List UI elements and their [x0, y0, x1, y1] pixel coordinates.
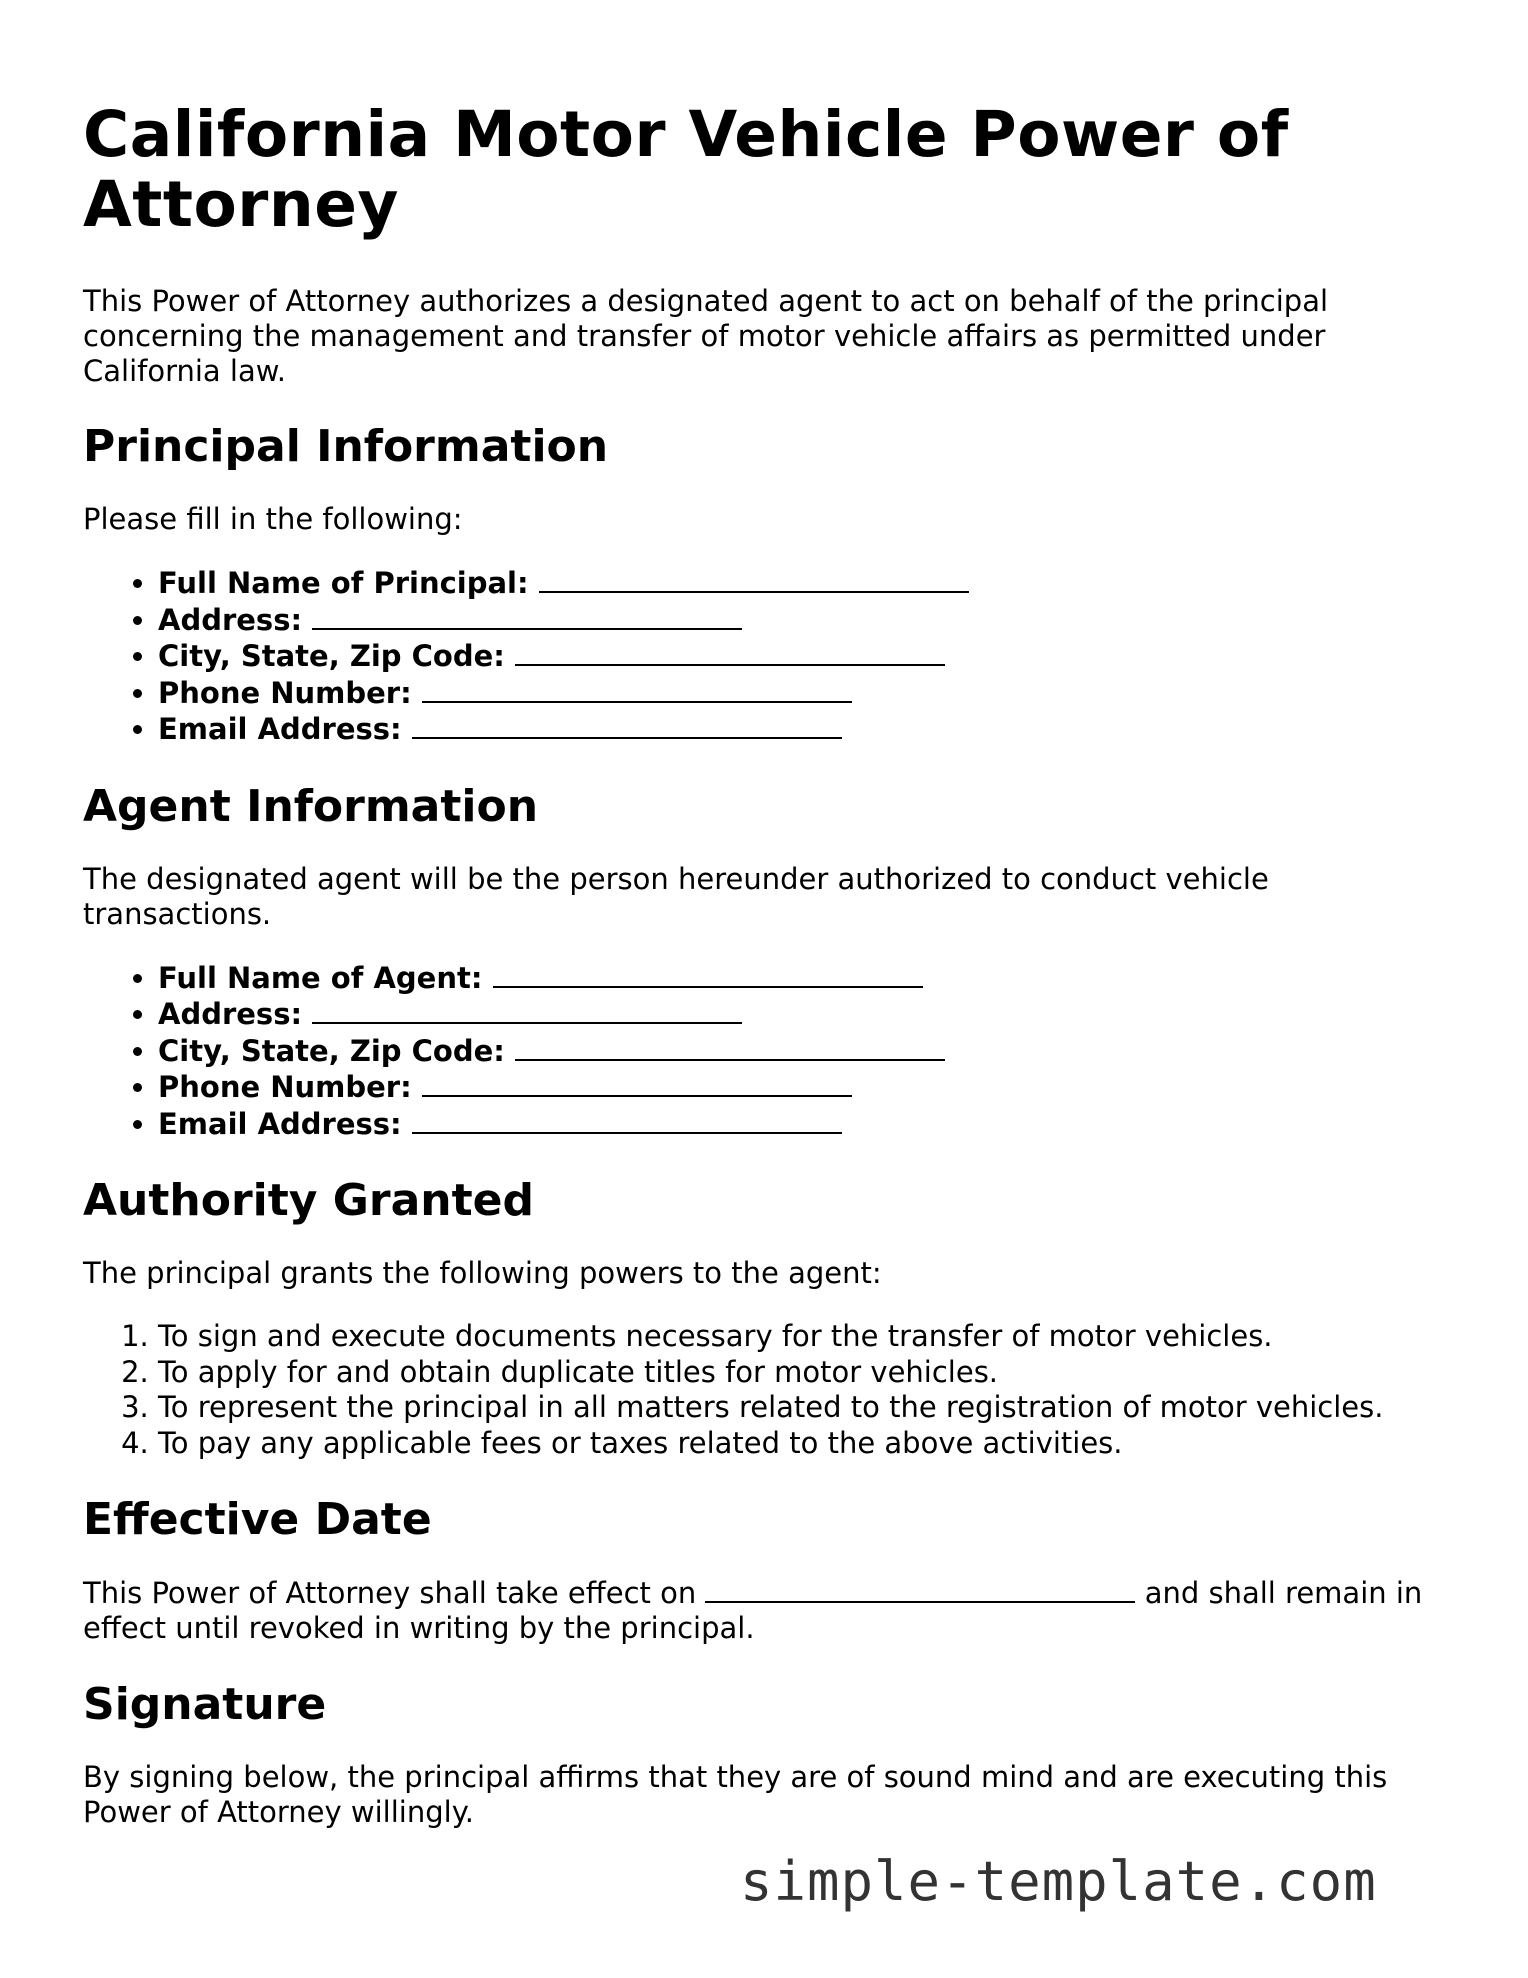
field-label: Phone Number:: [158, 1070, 412, 1104]
principal-field-name: [158, 565, 1443, 602]
blank-line[interactable]: [412, 1106, 842, 1134]
watermark: simple-template.com: [740, 1850, 1377, 1913]
document-title: California Motor Vehicle Power of Attorney: [83, 98, 1289, 241]
field-label: Phone Number:: [158, 675, 412, 710]
effective-date-blank[interactable]: [705, 1575, 1135, 1603]
agent-field-city: [158, 1033, 1443, 1070]
authority-power-list: [83, 1319, 1443, 1461]
effective-paragraph: [83, 1575, 1443, 1646]
blank-line[interactable]: [312, 996, 742, 1024]
field-label: Email Address:: [158, 1106, 402, 1141]
intro-paragraph: This Power of Attorney authorizes a designated agent to act on behalf of the principal concerning the management and transfer of motor vehicle affairs as permitted under California law.: [83, 284, 1329, 388]
authority-heading: Authority Granted: [83, 1175, 534, 1226]
agent-field-name: [158, 960, 1443, 997]
blank-line[interactable]: [412, 711, 842, 739]
effective-text-after: and shall remain in effect until revoked in writing by the principal.: [83, 1576, 1423, 1645]
blank-line[interactable]: [422, 1069, 852, 1097]
effective-heading: Effective Date: [83, 1494, 432, 1545]
power-item: 1. To sign and execute documents necessary for the transfer of motor vehicles.: [158, 1319, 1443, 1355]
field-label: City, State, Zip Code:: [158, 639, 505, 673]
blank-line[interactable]: [422, 675, 852, 703]
field-label: Full Name of Principal:: [158, 566, 529, 600]
document-page: [83, 100, 1443, 1830]
principal-prompt: Please fill in the following:: [83, 502, 463, 536]
agent-heading: Agent Information: [83, 780, 539, 832]
agent-field-phone: [158, 1069, 1443, 1106]
agent-field-address: [158, 996, 1443, 1033]
authority-prompt: The principal grants the following powers to the agent:: [83, 1256, 882, 1290]
field-label: Full Name of Agent:: [158, 960, 483, 995]
field-label: Address:: [158, 997, 303, 1031]
power-item: 2. To apply for and obtain duplicate titles for motor vehicles.: [158, 1355, 1443, 1391]
power-item: 3. To represent the principal in all matters related to the registration of motor vehicles.: [158, 1390, 1443, 1426]
blank-line[interactable]: [312, 602, 742, 630]
blank-line[interactable]: [515, 638, 945, 666]
blank-line[interactable]: [493, 960, 923, 988]
field-label: Email Address:: [158, 712, 402, 746]
principal-field-email: [158, 711, 1443, 748]
signature-paragraph: By signing below, the principal affirms that they are of sound mind and are executing this Power of Attorney willingly.: [83, 1760, 1388, 1829]
principal-heading: Principal Information: [83, 421, 609, 472]
blank-line[interactable]: [539, 565, 969, 593]
field-label: Address:: [158, 602, 303, 637]
field-label: City, State, Zip Code:: [158, 1033, 505, 1068]
agent-prompt: The designated agent will be the person hereunder authorized to conduct vehicle transactions.: [83, 861, 1269, 931]
power-item: 4. To pay any applicable fees or taxes related to the above activities.: [158, 1426, 1443, 1462]
principal-field-city: [158, 638, 1443, 675]
principal-field-phone: [158, 675, 1443, 712]
principal-field-address: [158, 602, 1443, 639]
principal-field-list: [83, 565, 1443, 748]
effective-text-before: This Power of Attorney shall take effect on: [83, 1576, 697, 1610]
blank-line[interactable]: [515, 1033, 945, 1061]
agent-field-email: [158, 1106, 1443, 1143]
agent-field-list: [83, 960, 1443, 1143]
signature-heading: Signature: [83, 1679, 327, 1730]
